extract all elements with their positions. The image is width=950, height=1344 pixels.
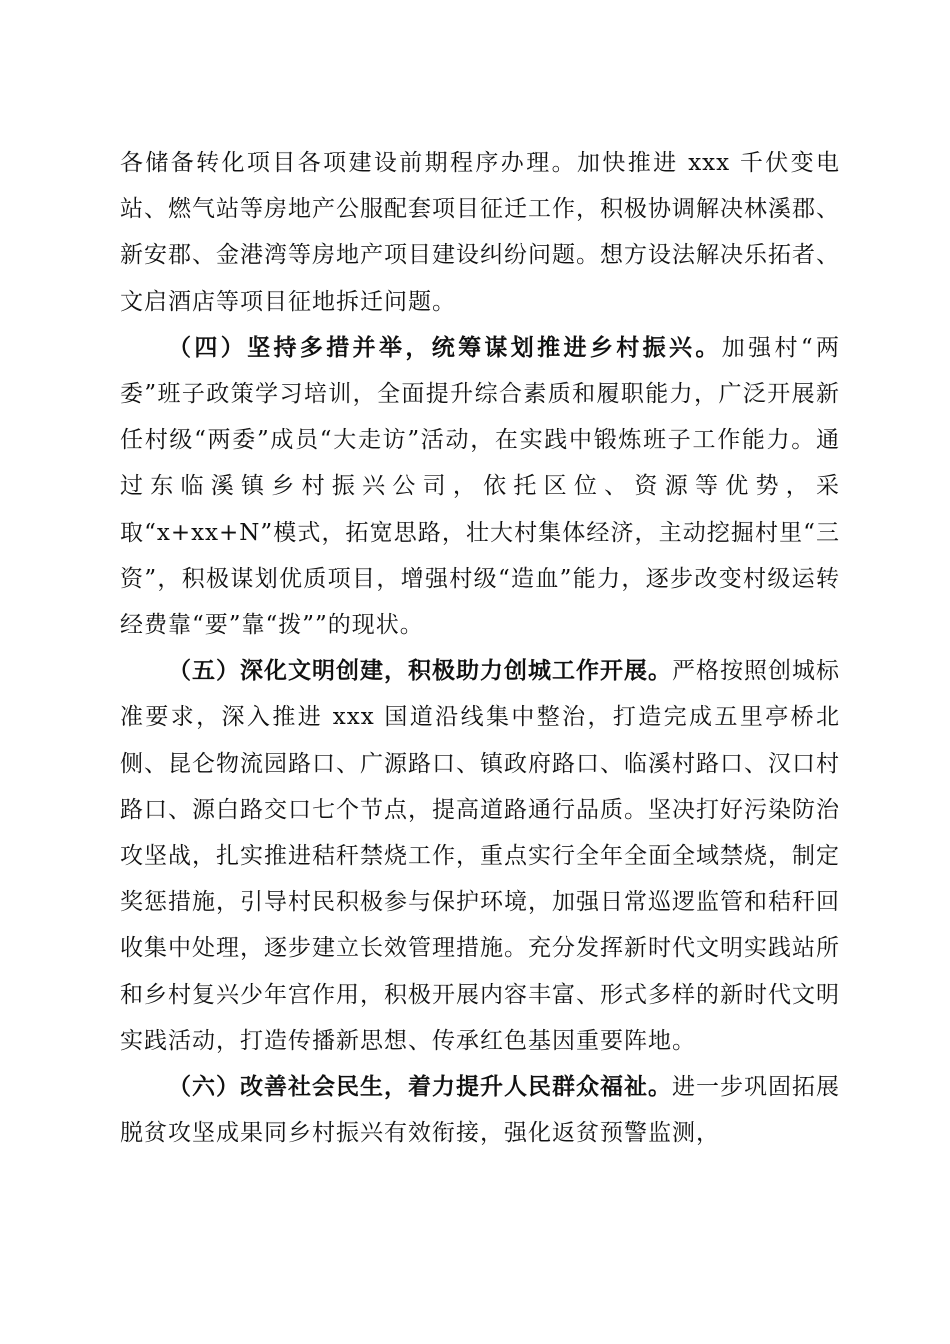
- paragraph-4: [120, 1064, 840, 1156]
- paragraph-3-heading: （五）深化文明创建，积极助力创城工作开展。: [168, 657, 672, 685]
- paragraph-2-body: 加强村“两委”班子政策学习培训，全面提升综合素质和履职能力，广泛开展新任村级“两委”成员“大走访”活动，在实践中锻炼班子工作能力。通过东临溪镇乡村振兴公司，依托区位、资源等优势，采取“x+xx+N”模式，拓宽思路，壮大村集体经济，主动挖掘村里“三资”，积极谋划优质项目，增强村级“造血”能力，逐步改变村级运转经费靠“要”靠“拨””的现状。: [120, 334, 841, 639]
- paragraph-3-body: 严格按照创城标准要求，深入推进 xxx 国道沿线集中整治，打造完成五里亭桥北侧、昆仑物流园路口、广源路口、镇政府路口、临溪村路口、汉口村路口、源白路交口七个节点，提高道路通行品质。坚决打好污染防治攻坚战，扎实推进秸秆禁烧工作，重点实行全年全面全域禁烧，制定奖惩措施，引导村民积极参与保护环境，加强日常巡逻监管和秸秆回收集中处理，逐步建立长效管理措施。充分发挥新时代文明实践站所和乡村复兴少年宫作用，积极开展内容丰富、形式多样的新时代文明实践活动，打造传播新思想、传承红色基因重要阵地。: [120, 658, 840, 1054]
- document-body: [120, 140, 840, 1156]
- paragraph-2: [120, 325, 840, 648]
- paragraph-3: [120, 648, 840, 1064]
- paragraph-4-heading: （六）改善社会民生，着力提升人民群众福祉。: [168, 1073, 672, 1101]
- paragraph-1-body: 各储备转化项目各项建设前期程序办理。加快推进 xxx 千伏变电站、燃气站等房地产公服配套项目征迁工作，积极协调解决林溪郡、新安郡、金港湾等房地产项目建设纠纷问题。想方设法解决乐拓者、文启酒店等项目征地拆迁问题。: [120, 150, 840, 315]
- paragraph-1: [120, 140, 840, 325]
- paragraph-2-heading: （四）坚持多措并举，统筹谋划推进乡村振兴。: [168, 333, 722, 361]
- paragraph-4-body: 进一步巩固拓展脱贫攻坚成果同乡村振兴有效衔接，强化返贫预警监测，: [120, 1074, 840, 1147]
